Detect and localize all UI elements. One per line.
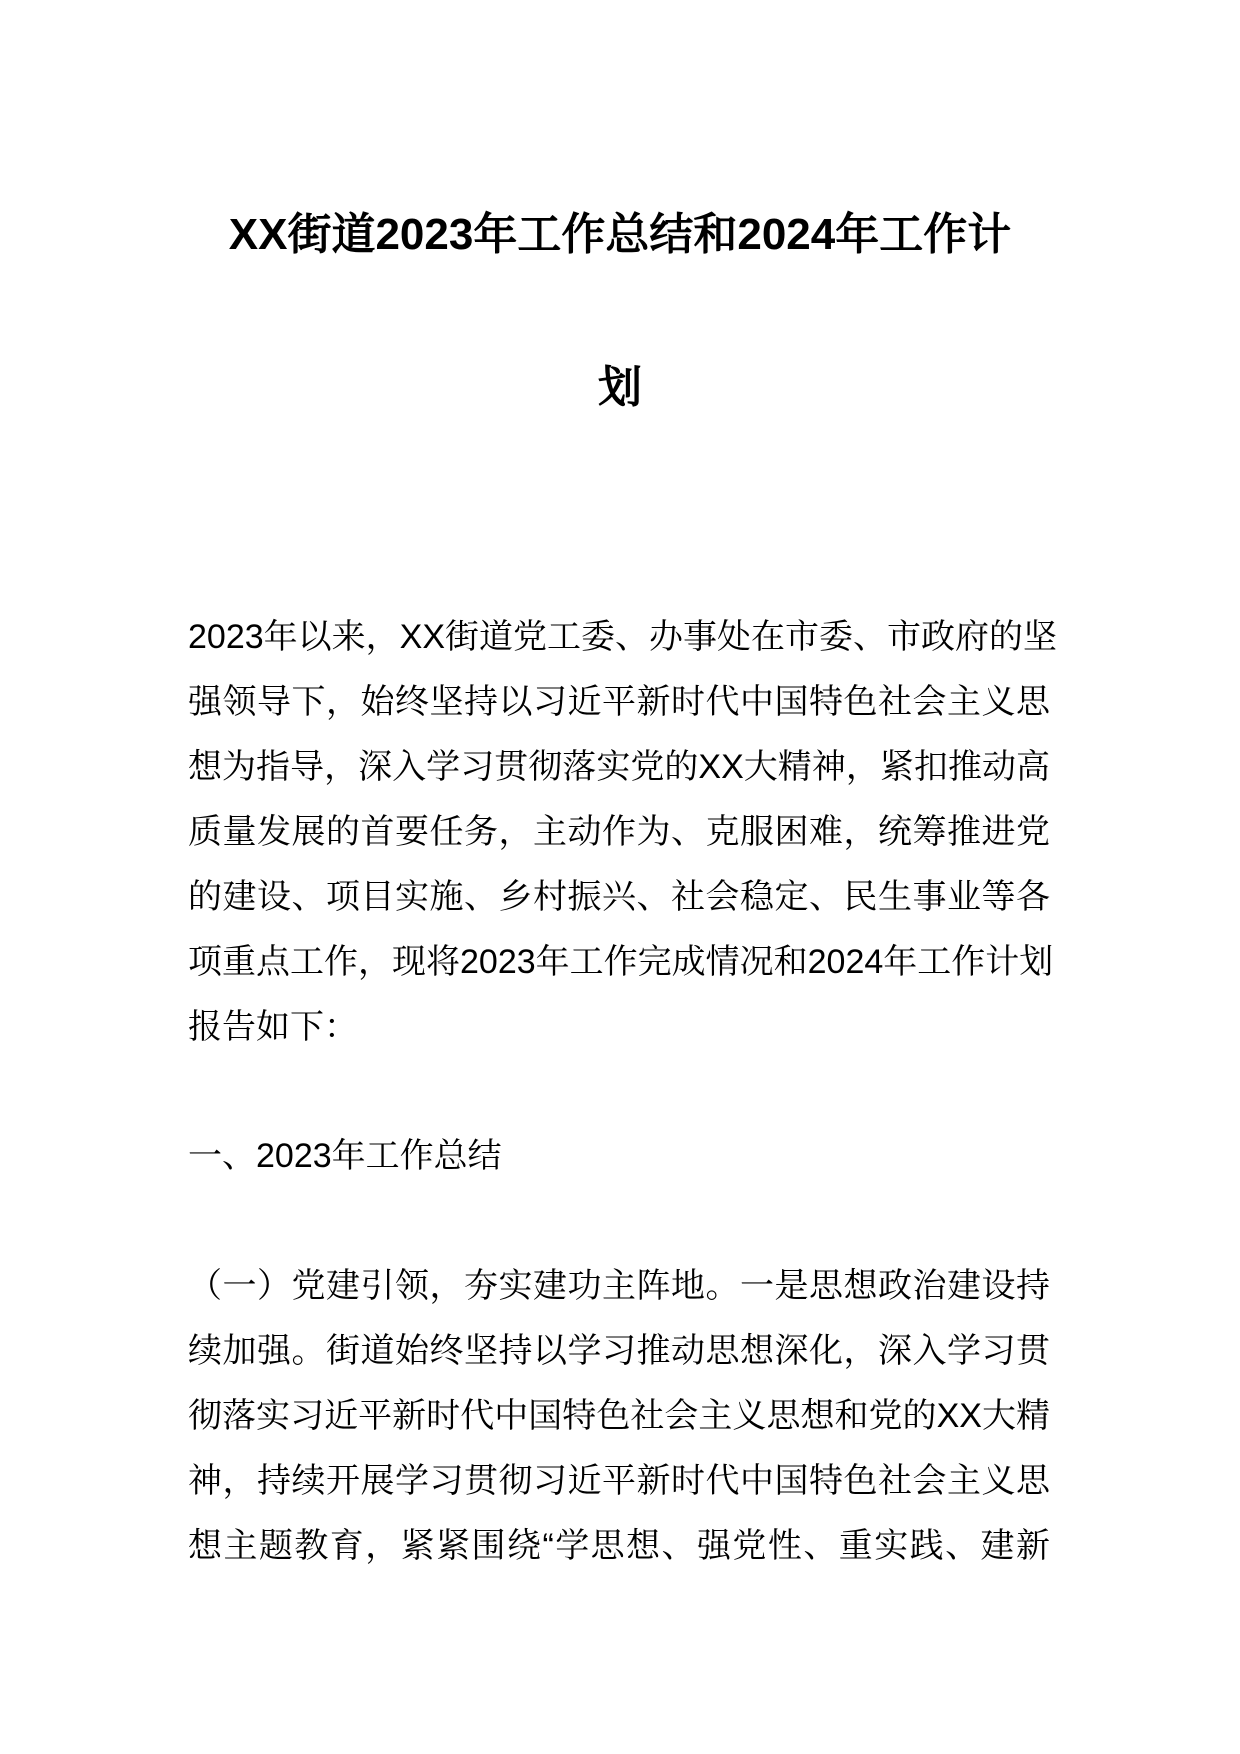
paragraph-line: 2023年以来，XX街道党工委、办事处在市委、市政府的坚 <box>188 618 1057 656</box>
paragraph-line: 报告如下： <box>188 1008 358 1046</box>
document-title-line-2: 划 <box>598 363 642 412</box>
paragraph-line: 续加强。街道始终坚持以学习推动思想深化，深入学习贯 <box>188 1332 1050 1370</box>
paragraph-line: 神，持续开展学习贯彻习近平新时代中国特色社会主义思 <box>188 1462 1050 1500</box>
paragraph-line: 想为指导，深入学习贯彻落实党的XX大精神，紧扣推动高 <box>188 748 1050 786</box>
paragraph-line: 彻落实习近平新时代中国特色社会主义思想和党的XX大精 <box>188 1397 1050 1435</box>
paragraph-line: 想主题教育，紧紧围绕“学思想、强党性、重实践、建新 <box>188 1527 1050 1565</box>
document-title-line-1: XX街道2023年工作总结和2024年工作计 <box>228 210 1012 259</box>
paragraph-line: 的建设、项目实施、乡村振兴、社会稳定、民生事业等各 <box>188 878 1050 916</box>
paragraph-line: （一）党建引领，夯实建功主阵地。一是思想政治建设持 <box>188 1267 1050 1305</box>
paragraph-line: 项重点工作，现将2023年工作完成情况和2024年工作计划 <box>188 943 1054 981</box>
paragraph-line: 质量发展的首要任务，主动作为、克服困难，统筹推进党 <box>188 813 1050 851</box>
section-heading: 一、2023年工作总结 <box>188 1137 502 1175</box>
paragraph-line: 强领导下，始终坚持以习近平新时代中国特色社会主义思 <box>188 683 1050 721</box>
